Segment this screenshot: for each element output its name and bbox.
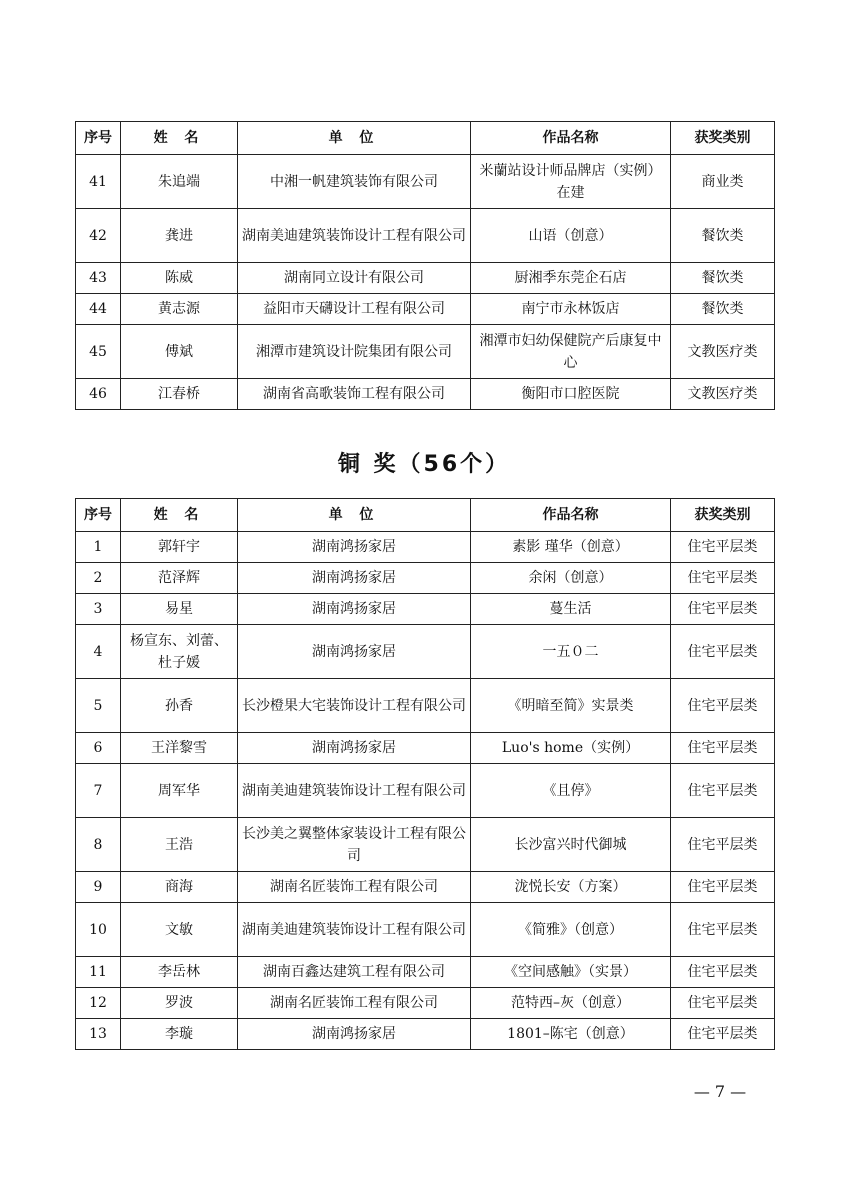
cell-name: 李岳林 — [121, 957, 238, 988]
cell-no: 11 — [76, 957, 121, 988]
table-row — [76, 155, 775, 209]
cell-category: 文教医疗类 — [671, 325, 775, 379]
cell-unit: 长沙美之翼整体家装设计工程有限公司 — [238, 818, 471, 872]
table-row — [76, 263, 775, 294]
table-row — [76, 532, 775, 563]
cell-no: 42 — [76, 209, 121, 263]
cell-no: 6 — [76, 733, 121, 764]
cell-name: 杨宣东、刘蕾、杜子媛 — [121, 625, 238, 679]
table-row — [76, 625, 775, 679]
cell-category: 住宅平层类 — [671, 1019, 775, 1050]
cell-category: 住宅平层类 — [671, 625, 775, 679]
cell-unit: 长沙橙果大宅装饰设计工程有限公司 — [238, 679, 471, 733]
cell-unit: 湖南鸿扬家居 — [238, 594, 471, 625]
cell-name: 龚进 — [121, 209, 238, 263]
cell-name: 朱追端 — [121, 155, 238, 209]
table-row — [76, 563, 775, 594]
cell-category: 文教医疗类 — [671, 379, 775, 410]
cell-no: 7 — [76, 764, 121, 818]
cell-work: 范特西–灰（创意） — [471, 988, 671, 1019]
table-row — [76, 294, 775, 325]
cell-work: 湘潭市妇幼保健院产后康复中心 — [471, 325, 671, 379]
cell-name: 易星 — [121, 594, 238, 625]
table-row — [76, 988, 775, 1019]
cell-category: 餐饮类 — [671, 294, 775, 325]
header-work: 作品名称 — [471, 499, 671, 532]
cell-work: 长沙富兴时代御城 — [471, 818, 671, 872]
cell-unit: 湖南鸿扬家居 — [238, 733, 471, 764]
cell-no: 12 — [76, 988, 121, 1019]
cell-category: 住宅平层类 — [671, 818, 775, 872]
award-table-1 — [75, 121, 775, 410]
table-row — [76, 325, 775, 379]
cell-category: 住宅平层类 — [671, 903, 775, 957]
table-row — [76, 379, 775, 410]
cell-unit: 湖南美迪建筑装饰设计工程有限公司 — [238, 903, 471, 957]
cell-no: 41 — [76, 155, 121, 209]
table-row — [76, 764, 775, 818]
award-table-2 — [75, 498, 775, 1050]
cell-category: 餐饮类 — [671, 263, 775, 294]
cell-category: 商业类 — [671, 155, 775, 209]
cell-unit: 湖南同立设计有限公司 — [238, 263, 471, 294]
cell-name: 范泽辉 — [121, 563, 238, 594]
cell-unit: 湖南美迪建筑装饰设计工程有限公司 — [238, 764, 471, 818]
cell-work: 《简雅》（创意） — [471, 903, 671, 957]
cell-name: 孙香 — [121, 679, 238, 733]
header-unit: 单 位 — [238, 122, 471, 155]
cell-no: 43 — [76, 263, 121, 294]
cell-work: 《且停》 — [471, 764, 671, 818]
cell-name: 黄志源 — [121, 294, 238, 325]
cell-unit: 中湘一帆建筑装饰有限公司 — [238, 155, 471, 209]
table-row — [76, 903, 775, 957]
cell-unit: 湖南名匠装饰工程有限公司 — [238, 872, 471, 903]
cell-category: 住宅平层类 — [671, 733, 775, 764]
cell-unit: 湘潭市建筑设计院集团有限公司 — [238, 325, 471, 379]
cell-no: 13 — [76, 1019, 121, 1050]
cell-no: 2 — [76, 563, 121, 594]
table-row — [76, 679, 775, 733]
cell-no: 9 — [76, 872, 121, 903]
cell-work: Luo's home（实例） — [471, 733, 671, 764]
header-no: 序号 — [76, 499, 121, 532]
table-row — [76, 594, 775, 625]
cell-name: 商海 — [121, 872, 238, 903]
cell-name: 江春桥 — [121, 379, 238, 410]
table-row — [76, 209, 775, 263]
cell-category: 住宅平层类 — [671, 988, 775, 1019]
cell-work: 厨湘季东莞企石店 — [471, 263, 671, 294]
cell-no: 8 — [76, 818, 121, 872]
cell-work: 1801–陈宅（创意） — [471, 1019, 671, 1050]
cell-no: 3 — [76, 594, 121, 625]
table-row — [76, 1019, 775, 1050]
table-row — [76, 957, 775, 988]
cell-unit: 湖南鸿扬家居 — [238, 625, 471, 679]
cell-category: 餐饮类 — [671, 209, 775, 263]
table-row — [76, 818, 775, 872]
table-row — [76, 733, 775, 764]
cell-category: 住宅平层类 — [671, 594, 775, 625]
header-name: 姓 名 — [121, 122, 238, 155]
cell-category: 住宅平层类 — [671, 764, 775, 818]
cell-name: 郭轩宇 — [121, 532, 238, 563]
cell-name: 周军华 — [121, 764, 238, 818]
cell-name: 傅斌 — [121, 325, 238, 379]
cell-work: 南宁市永林饭店 — [471, 294, 671, 325]
cell-category: 住宅平层类 — [671, 957, 775, 988]
cell-work: 素影 瑾华（创意） — [471, 532, 671, 563]
cell-unit: 湖南鸿扬家居 — [238, 563, 471, 594]
header-name: 姓 名 — [121, 499, 238, 532]
cell-no: 4 — [76, 625, 121, 679]
header-category: 获奖类别 — [671, 499, 775, 532]
cell-name: 李璇 — [121, 1019, 238, 1050]
table-row — [76, 872, 775, 903]
cell-no: 44 — [76, 294, 121, 325]
page-number: — 7 — — [693, 1082, 747, 1101]
cell-no: 46 — [76, 379, 121, 410]
header-no: 序号 — [76, 122, 121, 155]
cell-unit: 湖南百鑫达建筑工程有限公司 — [238, 957, 471, 988]
cell-category: 住宅平层类 — [671, 679, 775, 733]
cell-name: 王浩 — [121, 818, 238, 872]
cell-work: 山语（创意） — [471, 209, 671, 263]
cell-work: 泷悦长安（方案） — [471, 872, 671, 903]
cell-unit: 益阳市天礴设计工程有限公司 — [238, 294, 471, 325]
table-header-row — [76, 122, 775, 155]
cell-work: 余闲（创意） — [471, 563, 671, 594]
cell-work: 一五０二 — [471, 625, 671, 679]
cell-category: 住宅平层类 — [671, 872, 775, 903]
cell-unit: 湖南美迪建筑装饰设计工程有限公司 — [238, 209, 471, 263]
cell-category: 住宅平层类 — [671, 563, 775, 594]
cell-work: 衡阳市口腔医院 — [471, 379, 671, 410]
header-category: 获奖类别 — [671, 122, 775, 155]
cell-no: 5 — [76, 679, 121, 733]
cell-name: 王洋黎雪 — [121, 733, 238, 764]
section-title-bronze: 铜 奖（56个） — [337, 452, 511, 477]
cell-work: 《空间感触》（实景） — [471, 957, 671, 988]
cell-work: 《明暗至简》实景类 — [471, 679, 671, 733]
cell-unit: 湖南鸿扬家居 — [238, 532, 471, 563]
cell-name: 陈威 — [121, 263, 238, 294]
header-unit: 单 位 — [238, 499, 471, 532]
cell-no: 45 — [76, 325, 121, 379]
cell-unit: 湖南鸿扬家居 — [238, 1019, 471, 1050]
cell-category: 住宅平层类 — [671, 532, 775, 563]
cell-work: 蔓生活 — [471, 594, 671, 625]
cell-name: 文敏 — [121, 903, 238, 957]
table-header-row — [76, 499, 775, 532]
cell-no: 10 — [76, 903, 121, 957]
header-work: 作品名称 — [471, 122, 671, 155]
cell-work: 米蘭站设计师品牌店（实例）在建 — [471, 155, 671, 209]
cell-name: 罗波 — [121, 988, 238, 1019]
cell-unit: 湖南名匠装饰工程有限公司 — [238, 988, 471, 1019]
cell-no: 1 — [76, 532, 121, 563]
cell-unit: 湖南省高歌装饰工程有限公司 — [238, 379, 471, 410]
